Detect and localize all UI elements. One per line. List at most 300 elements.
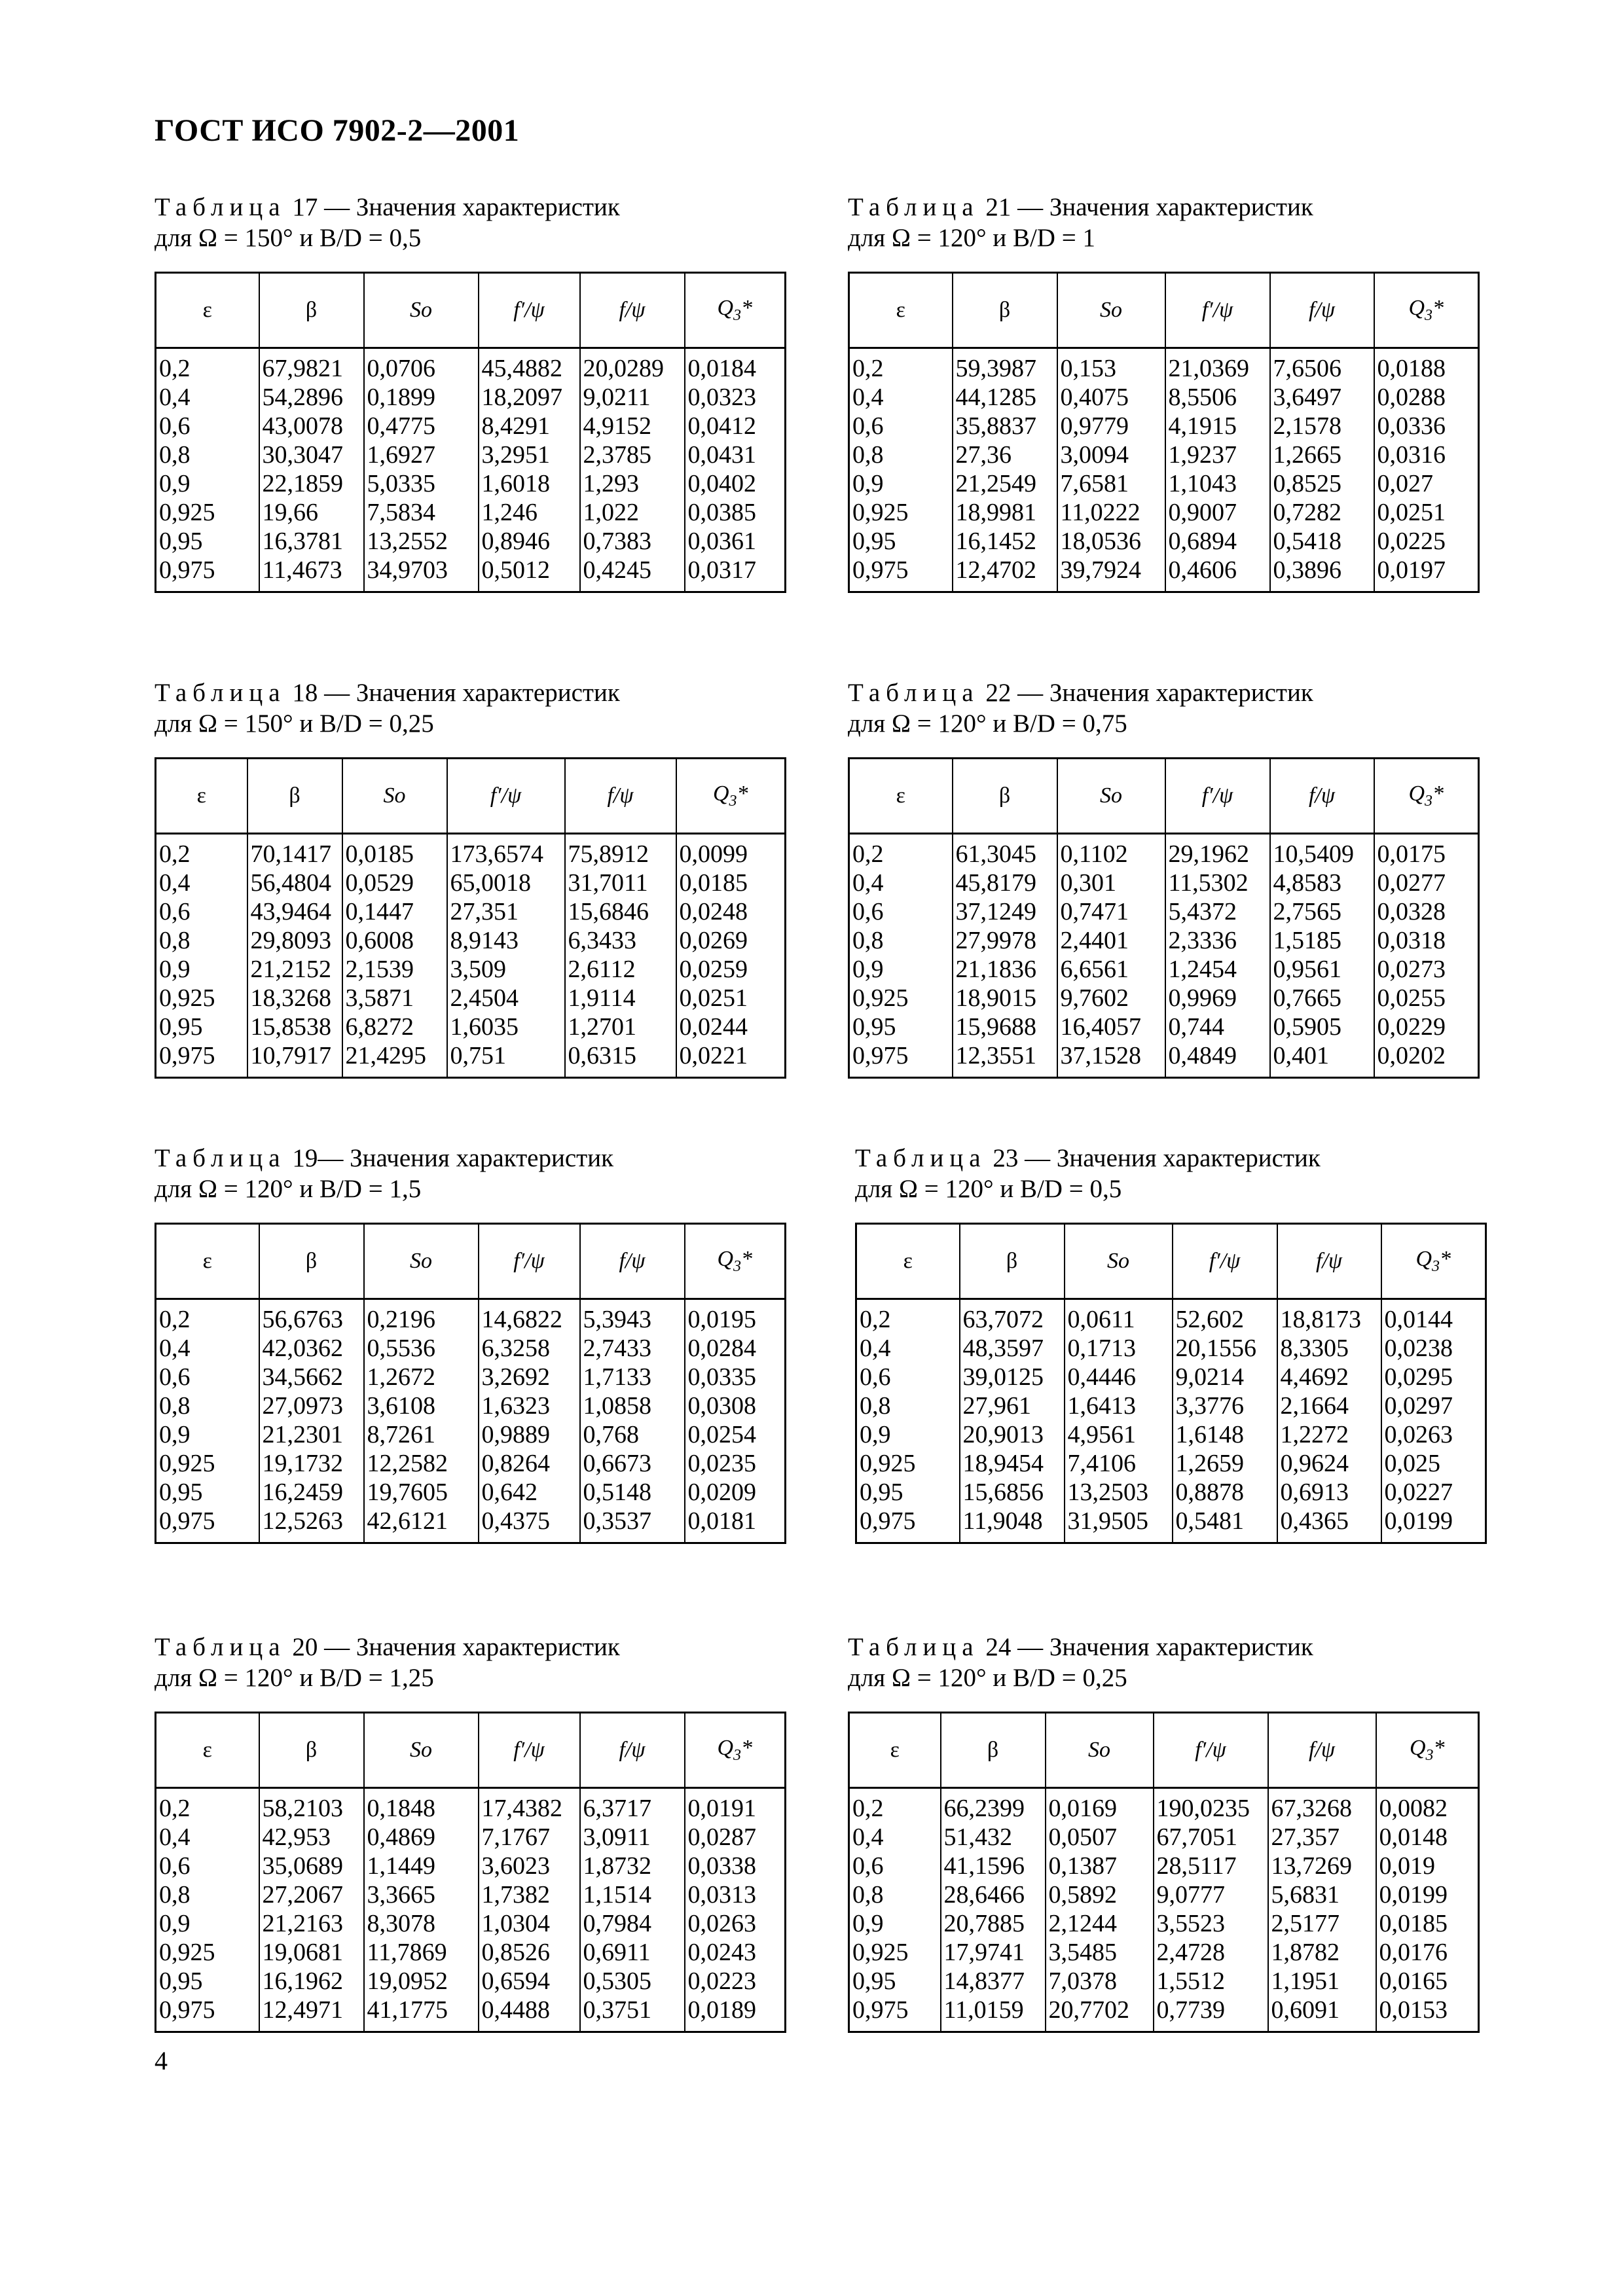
table-cell: 13,2552 (364, 527, 479, 556)
table-cell: 0,6913 (1277, 1478, 1381, 1507)
table-cell: 0,0402 (687, 470, 756, 497)
table-cell: 0,5892 (1046, 1880, 1154, 1909)
table-cell: 0,0082 (1379, 1795, 1448, 1822)
table-cell: 65,0018 (447, 869, 565, 897)
page-number: 4 (155, 2046, 168, 2075)
table-cell: 12,3551 (953, 1041, 1057, 1078)
table-cell: 0,6 (156, 412, 259, 440)
table-cell: 190,0235 (1154, 1788, 1268, 1823)
table-cell: 0,8 (849, 926, 953, 955)
table-cell: 4,4692 (1277, 1363, 1381, 1391)
column-header: f/ψ (580, 1224, 685, 1299)
table-cell: 21,4295 (342, 1041, 447, 1078)
table-cell: 0,6 (849, 897, 953, 926)
table-row (156, 926, 786, 955)
table-row (849, 984, 1479, 1013)
table-cell: 0,8526 (479, 1938, 580, 1967)
table-cell: 0,925 (156, 1938, 259, 1967)
table-cell: 14,6822 (479, 1299, 580, 1335)
column-header: ε (856, 1224, 960, 1299)
table-cell: 0,0227 (1384, 1479, 1453, 1506)
table-cell: 27,961 (960, 1391, 1065, 1420)
table-cell: 1,0858 (580, 1391, 685, 1420)
table-cell: 0,5418 (1270, 527, 1374, 556)
table-caption-label: Таблица (155, 679, 286, 707)
table-cell: 11,5302 (1165, 869, 1270, 897)
table-cell: 0,8 (156, 440, 259, 469)
table-row (156, 440, 786, 469)
table-cell: 0,401 (1270, 1041, 1374, 1078)
table-caption (848, 192, 1483, 253)
table-cell: 21,2549 (953, 469, 1057, 498)
table-cell: 0,0255 (1377, 984, 1446, 1012)
table-cell: 0,6594 (479, 1967, 580, 1996)
table-cell: 0,0195 (687, 1306, 756, 1333)
table-cell: 0,0251 (679, 984, 748, 1012)
column-header: f′/ψ (1154, 1713, 1268, 1788)
table-cell: 0,3896 (1270, 556, 1374, 592)
table-cell: 0,9 (156, 1909, 259, 1938)
table-cell: 2,1539 (342, 955, 447, 984)
table-cell: 0,975 (156, 1041, 247, 1078)
column-header: f′/ψ (479, 273, 580, 348)
table-cell: 0,95 (856, 1478, 960, 1507)
table-cell: 22,1859 (259, 469, 364, 498)
table-cell: 0,2 (156, 834, 247, 869)
table-cell: 21,0369 (1165, 348, 1270, 384)
table-cell: 2,7565 (1270, 897, 1374, 926)
table-cell: 6,3258 (479, 1334, 580, 1363)
table-caption-condition: для Ω = 150° и B/D = 0,5 (155, 224, 422, 252)
table-cell: 0,7383 (580, 527, 685, 556)
table-cell: 0,2 (849, 1788, 941, 1823)
table-caption-title: 18 — Значения характеристик (285, 679, 620, 707)
table-cell: 1,2659 (1173, 1449, 1277, 1478)
table-cell: 2,5177 (1268, 1909, 1376, 1938)
column-header: f′/ψ (1165, 273, 1270, 348)
table-cell: 0,9007 (1165, 498, 1270, 527)
table-cell: 31,7011 (565, 869, 676, 897)
table-caption-title: 20 — Значения характеристик (285, 1633, 620, 1661)
table-cell: 5,6831 (1268, 1880, 1376, 1909)
table-cell: 3,2951 (479, 440, 580, 469)
table-cell: 1,1449 (364, 1852, 479, 1880)
table-cell: 39,0125 (960, 1363, 1065, 1391)
table-row (156, 469, 786, 498)
table-cell: 17,9741 (941, 1938, 1046, 1967)
table-cell: 0,7984 (580, 1909, 685, 1938)
table-row (156, 1013, 786, 1041)
column-header: So (1057, 273, 1165, 348)
table-cell: 0,95 (156, 1478, 259, 1507)
table-cell: 27,9978 (953, 926, 1057, 955)
table-cell: 0,6 (856, 1363, 960, 1391)
table-row (156, 498, 786, 527)
table-cell: 0,9624 (1277, 1449, 1381, 1478)
table-cell: 43,0078 (259, 412, 364, 440)
table-cell: 1,2672 (364, 1363, 479, 1391)
table-cell: 0,6 (156, 897, 247, 926)
table-cell: 0,9 (849, 1909, 941, 1938)
table-row (849, 897, 1479, 926)
table-cell: 0,6 (849, 1852, 941, 1880)
table-header-row (156, 759, 786, 834)
table-row (156, 1507, 786, 1543)
table-row (849, 469, 1479, 498)
column-header: ε (156, 759, 247, 834)
table-cell: 0,5305 (580, 1967, 685, 1996)
table-cell: 6,8272 (342, 1013, 447, 1041)
table-cell: 1,5185 (1270, 926, 1374, 955)
table-caption-condition: для Ω = 120° и B/D = 1,5 (155, 1175, 422, 1203)
column-header: $Q_3*$ (1374, 273, 1479, 348)
table-cell: 9,7602 (1057, 984, 1165, 1013)
table-cell: 0,4365 (1277, 1507, 1381, 1543)
table-cell: 19,66 (259, 498, 364, 527)
table-cell: 0,925 (849, 498, 953, 527)
table-cell: 35,8837 (953, 412, 1057, 440)
table-row (156, 1996, 786, 2032)
table-cell: 0,0185 (1379, 1910, 1448, 1937)
table-cell: 0,975 (156, 1507, 259, 1543)
table-cell: 19,1732 (259, 1449, 364, 1478)
table-row (849, 498, 1479, 527)
table-cell: 15,6856 (960, 1478, 1065, 1507)
table-cell: 20,9013 (960, 1420, 1065, 1449)
table-cell: 0,0295 (1384, 1363, 1453, 1391)
table-cell: 0,8 (156, 926, 247, 955)
table-cell: 9,0214 (1173, 1363, 1277, 1391)
table-cell: 0,925 (156, 984, 247, 1013)
table-cell: 4,9561 (1065, 1420, 1173, 1449)
table-cell: 1,8782 (1268, 1938, 1376, 1967)
table-cell: 0,2 (849, 348, 953, 384)
table-cell: 0,4 (156, 1334, 259, 1363)
table-row (156, 1909, 786, 1938)
table-row (856, 1507, 1486, 1543)
table-block (155, 1632, 790, 2033)
table-cell: 41,1596 (941, 1852, 1046, 1880)
table-header-row (156, 1713, 786, 1788)
column-header: f/ψ (1277, 1224, 1381, 1299)
table-cell: 3,6023 (479, 1852, 580, 1880)
table-cell: 16,2459 (259, 1478, 364, 1507)
table-cell: 15,6846 (565, 897, 676, 926)
table-cell: 35,0689 (259, 1852, 364, 1880)
table-cell: 1,2272 (1277, 1420, 1381, 1449)
table-cell: 0,7471 (1057, 897, 1165, 926)
table-row (849, 1788, 1479, 1823)
table-cell: 0,4775 (364, 412, 479, 440)
table-cell: 0,925 (156, 1449, 259, 1478)
table-cell: 0,0175 (1377, 840, 1446, 868)
column-header: f′/ψ (447, 759, 565, 834)
column-header: ε (849, 273, 953, 348)
table-cell: 0,8525 (1270, 469, 1374, 498)
table-cell: 48,3597 (960, 1334, 1065, 1363)
table-cell: 37,1528 (1057, 1041, 1165, 1078)
table-cell: 3,3776 (1173, 1391, 1277, 1420)
table-cell: 0,95 (849, 1013, 953, 1041)
column-header: f/ψ (1270, 759, 1374, 834)
column-header: f/ψ (565, 759, 676, 834)
table-cell: 0,5012 (479, 556, 580, 592)
table-cell: 0,4446 (1065, 1363, 1173, 1391)
table-cell: 15,8538 (247, 1013, 342, 1041)
table-cell: 2,1244 (1046, 1909, 1154, 1938)
table-cell: 27,0973 (259, 1391, 364, 1420)
table-cell: 45,8179 (953, 869, 1057, 897)
table-cell: 2,3785 (580, 440, 685, 469)
table-caption-label: Таблица (848, 679, 979, 707)
table-cell: 42,6121 (364, 1507, 479, 1543)
table-cell: 0,0507 (1046, 1823, 1154, 1852)
column-header: β (247, 759, 342, 834)
table-cell: 3,2692 (479, 1363, 580, 1391)
table-cell: 34,5662 (259, 1363, 364, 1391)
table-cell: 0,7282 (1270, 498, 1374, 527)
table-caption (848, 1632, 1483, 1693)
table-cell: 0,5536 (364, 1334, 479, 1363)
table-cell: 12,4971 (259, 1996, 364, 2032)
table-cell: 0,4245 (580, 556, 685, 592)
table-cell: 1,022 (580, 498, 685, 527)
table-cell: 1,293 (580, 469, 685, 498)
table-cell: 7,0378 (1046, 1967, 1154, 1996)
table-cell: 0,4869 (364, 1823, 479, 1852)
table-row (849, 1938, 1479, 1967)
data-table (155, 757, 786, 1079)
table-row (156, 1449, 786, 1478)
table-cell: 0,0317 (687, 556, 756, 584)
column-header: So (364, 1224, 479, 1299)
table-row (156, 1788, 786, 1823)
table-row (156, 1478, 786, 1507)
column-header: ε (156, 273, 259, 348)
table-caption-condition: для Ω = 120° и B/D = 0,5 (855, 1175, 1122, 1203)
table-cell: 1,1514 (580, 1880, 685, 1909)
table-cell: 0,0153 (1379, 1996, 1448, 2024)
column-header: So (364, 1713, 479, 1788)
table-row (156, 869, 786, 897)
table-cell: 0,0308 (687, 1392, 756, 1420)
table-cell: 0,0277 (1377, 869, 1446, 897)
table-cell: 5,3943 (580, 1299, 685, 1335)
table-cell: 3,6497 (1270, 383, 1374, 412)
table-cell: 20,0289 (580, 348, 685, 384)
table-row (849, 1909, 1479, 1938)
table-cell: 75,8912 (565, 834, 676, 869)
table-cell: 9,0211 (580, 383, 685, 412)
table-cell: 0,95 (849, 1967, 941, 1996)
column-header: So (1046, 1713, 1154, 1788)
table-cell: 18,8173 (1277, 1299, 1381, 1335)
table-row (856, 1363, 1486, 1391)
table-header-row (849, 273, 1479, 348)
table-cell: 1,6927 (364, 440, 479, 469)
table-caption-condition: для Ω = 120° и B/D = 0,25 (848, 1664, 1127, 1692)
data-table (848, 1712, 1480, 2033)
table-cell: 0,0225 (1377, 528, 1446, 555)
table-row (156, 955, 786, 984)
table-cell: 2,3336 (1165, 926, 1270, 955)
table-header-row (849, 1713, 1479, 1788)
table-row (156, 897, 786, 926)
table-cell: 12,5263 (259, 1507, 364, 1543)
table-cell: 0,027 (1377, 470, 1433, 497)
table-cell: 173,6574 (447, 834, 565, 869)
table-cell: 18,9981 (953, 498, 1057, 527)
table-cell: 19,0681 (259, 1938, 364, 1967)
table-row (156, 348, 786, 384)
table-cell: 27,2067 (259, 1880, 364, 1909)
table-row (856, 1299, 1486, 1335)
column-header: So (364, 273, 479, 348)
table-row (156, 1363, 786, 1391)
table-cell: 0,301 (1057, 869, 1165, 897)
table-caption (155, 192, 790, 253)
table-cell: 1,6148 (1173, 1420, 1277, 1449)
table-cell: 6,6561 (1057, 955, 1165, 984)
table-cell: 0,0244 (679, 1013, 748, 1041)
table-row (849, 527, 1479, 556)
table-cell: 0,0336 (1377, 412, 1446, 440)
table-header-row (156, 1224, 786, 1299)
table-cell: 0,975 (156, 556, 259, 592)
table-cell: 10,5409 (1270, 834, 1374, 869)
table-row (156, 1938, 786, 1967)
table-cell: 1,246 (479, 498, 580, 527)
table-cell: 0,2 (856, 1299, 960, 1335)
table-cell: 0,744 (1165, 1013, 1270, 1041)
table-cell: 0,3751 (580, 1996, 685, 2032)
column-header: So (1065, 1224, 1173, 1299)
data-table (155, 1712, 786, 2033)
table-cell: 13,7269 (1268, 1852, 1376, 1880)
document-header: ГОСТ ИСО 7902-2—2001 (155, 113, 520, 148)
table-row (156, 1391, 786, 1420)
table-cell: 59,3987 (953, 348, 1057, 384)
table-block (848, 192, 1483, 593)
table-cell: 3,0094 (1057, 440, 1165, 469)
table-cell: 17,4382 (479, 1788, 580, 1823)
column-header: $Q_3*$ (685, 273, 786, 348)
table-caption-title: 24 — Значения характеристик (979, 1633, 1313, 1661)
table-cell: 1,2665 (1270, 440, 1374, 469)
column-header: ε (849, 759, 953, 834)
table-cell: 0,5905 (1270, 1013, 1374, 1041)
table-cell: 3,3665 (364, 1880, 479, 1909)
table-row (849, 1996, 1479, 2032)
table-row (156, 1041, 786, 1078)
table-cell: 0,925 (849, 984, 953, 1013)
table-cell: 0,6894 (1165, 527, 1270, 556)
table-header-row (856, 1224, 1486, 1299)
table-cell: 16,4057 (1057, 1013, 1165, 1041)
table-cell: 0,0248 (679, 898, 748, 925)
table-cell: 1,1951 (1268, 1967, 1376, 1996)
table-cell: 0,4 (156, 383, 259, 412)
table-cell: 31,9505 (1065, 1507, 1173, 1543)
table-cell: 0,9 (856, 1420, 960, 1449)
table-cell: 16,1962 (259, 1967, 364, 1996)
table-cell: 0,0313 (687, 1881, 756, 1909)
table-cell: 0,0188 (1377, 355, 1446, 382)
table-row (856, 1391, 1486, 1420)
table-cell: 1,1043 (1165, 469, 1270, 498)
table-cell: 18,9015 (953, 984, 1057, 1013)
table-cell: 0,7665 (1270, 984, 1374, 1013)
table-cell: 61,3045 (953, 834, 1057, 869)
table-cell: 0,925 (856, 1449, 960, 1478)
column-header: f′/ψ (1173, 1224, 1277, 1299)
table-cell: 0,0189 (687, 1996, 756, 2024)
table-cell: 1,6035 (447, 1013, 565, 1041)
table-row (849, 1013, 1479, 1041)
table-cell: 0,5481 (1173, 1507, 1277, 1543)
column-header: $Q_3*$ (1381, 1224, 1486, 1299)
table-cell: 67,7051 (1154, 1823, 1268, 1852)
table-cell: 20,7702 (1046, 1996, 1154, 2032)
table-cell: 0,6 (156, 1363, 259, 1391)
table-cell: 2,6112 (565, 955, 676, 984)
table-row (156, 1852, 786, 1880)
table-cell: 0,9889 (479, 1420, 580, 1449)
table-cell: 54,2896 (259, 383, 364, 412)
table-cell: 20,7885 (941, 1909, 1046, 1938)
table-cell: 0,8264 (479, 1449, 580, 1478)
table-cell: 0,9 (156, 469, 259, 498)
column-header: f/ψ (580, 273, 685, 348)
table-cell: 0,0243 (687, 1939, 756, 1966)
table-cell: 19,0952 (364, 1967, 479, 1996)
table-caption-title: 23 — Значения характеристик (986, 1144, 1321, 1172)
table-cell: 0,0288 (1377, 384, 1446, 411)
table-header-row (849, 759, 1479, 834)
table-cell: 0,2 (849, 834, 953, 869)
column-header: β (259, 1224, 364, 1299)
table-row (849, 1852, 1479, 1880)
table-row (856, 1334, 1486, 1363)
table-cell: 21,1836 (953, 955, 1057, 984)
table-cell: 0,0328 (1377, 898, 1446, 925)
table-cell: 0,9 (849, 955, 953, 984)
table-cell: 0,0202 (1377, 1042, 1446, 1069)
column-header: $Q_3*$ (676, 759, 786, 834)
table-cell: 15,9688 (953, 1013, 1057, 1041)
table-cell: 12,4702 (953, 556, 1057, 592)
column-header: $Q_3*$ (1376, 1713, 1479, 1788)
column-header: $Q_3*$ (1374, 759, 1479, 834)
table-cell: 0,0335 (687, 1363, 756, 1391)
table-cell: 11,0222 (1057, 498, 1165, 527)
table-cell: 1,5512 (1154, 1967, 1268, 1996)
table-cell: 11,4673 (259, 556, 364, 592)
table-cell: 11,9048 (960, 1507, 1065, 1543)
table-cell: 4,9152 (580, 412, 685, 440)
table-cell: 1,0304 (479, 1909, 580, 1938)
table-cell: 0,0176 (1379, 1939, 1448, 1966)
table-block (855, 1143, 1490, 1544)
table-cell: 67,3268 (1268, 1788, 1376, 1823)
table-cell: 0,925 (156, 498, 259, 527)
table-cell: 56,6763 (259, 1299, 364, 1335)
table-cell: 9,0777 (1154, 1880, 1268, 1909)
table-cell: 0,0238 (1384, 1335, 1453, 1362)
table-cell: 21,2163 (259, 1909, 364, 1938)
table-cell: 0,0221 (679, 1042, 748, 1069)
data-table (848, 272, 1480, 593)
